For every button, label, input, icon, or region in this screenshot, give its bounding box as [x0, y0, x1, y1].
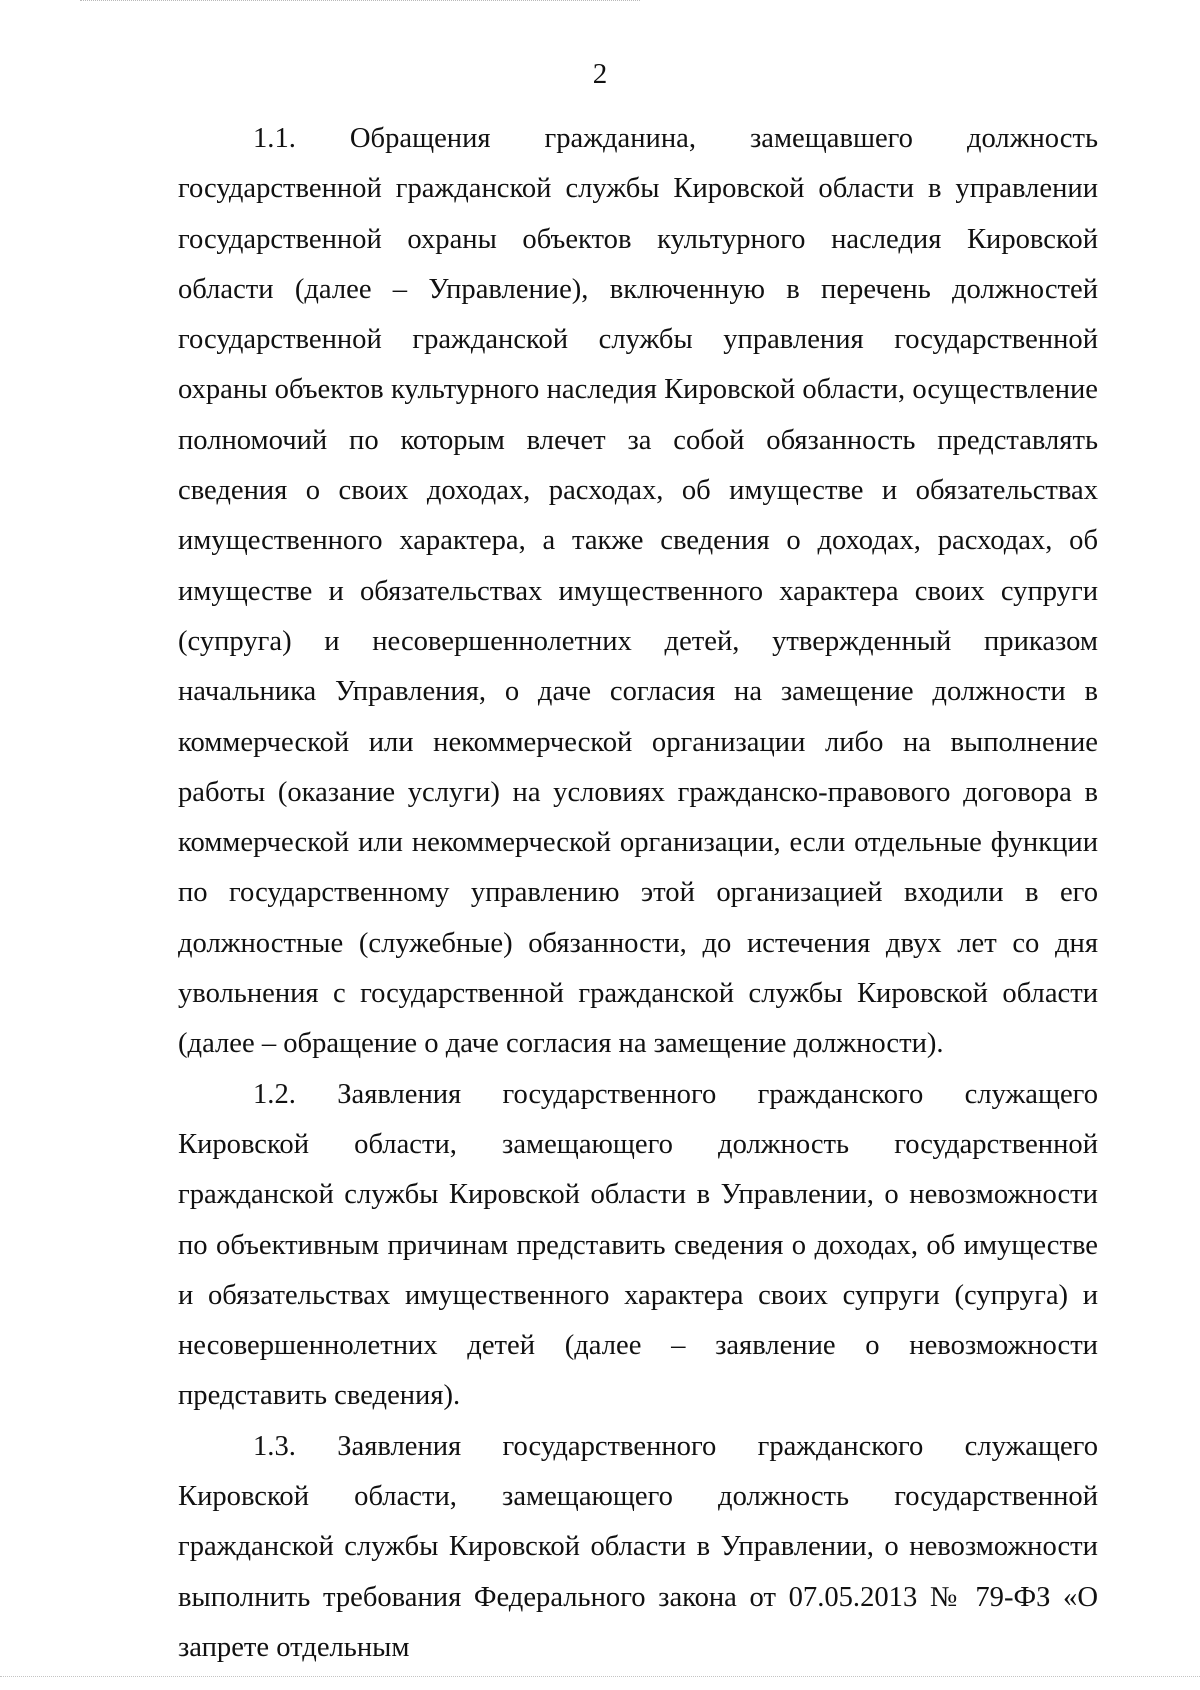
paragraph-1-1: 1.1. Обращения гражданина, замещавшего должность государственной гражданской службы Кировской области в управлении государственной охраны объектов культурного наследия Кировской области (далее – Управление), включенную в перечень должностей государственной гражданской службы управления государственной охраны объектов культурного наследия Кировской области, осуществление полномочий по которым влечет за собой обязанность представлять сведения о своих доходах, расходах, об имуществе и обязательствах имущественного характера, а также сведения о доходах, расходах, об имуществе и обязательствах имущественного характера своих супруги (супруга) и несовершеннолетних детей, утвержденный приказом начальника Управления, о даче согласия на замещение должности в коммерческой или некоммерческой организации либо на выполнение работы (оказание услуги) на условиях гражданско-правового договора в коммерческой или некоммерческой организации, если отдельные функции по государственному управлению этой организацией входили в его должностные (служебные) обязанности, до истечения двух лет со дня увольнения с государственной гражданской службы Кировской области (далее – обращение о даче согласия на замещение должности). [178, 123, 1098, 1060]
paragraph-1-3: 1.3. Заявления государственного гражданского служащего Кировской области, замещающего должность государственной гражданской службы Кировской области в Управлении, о невозможности выполнить требования Федерального закона от 07.05.2013 № 79-ФЗ «О запрете отдельным [178, 1430, 1098, 1663]
document-body [178, 114, 1098, 1673]
scan-artifact-bottom [0, 1676, 1200, 1680]
page-number: 2 [592, 58, 608, 90]
paragraph-1-2: 1.2. Заявления государственного гражданского служащего Кировской области, замещающего должность государственной гражданской службы Кировской области в Управлении, о невозможности по объективным причинам представить сведения о доходах, об имуществе и обязательствах имущественного характера своих супруги (супруга) и несовершеннолетних детей (далее – заявление о невозможности представить сведения). [178, 1078, 1098, 1412]
scan-artifact-top [80, 0, 640, 4]
